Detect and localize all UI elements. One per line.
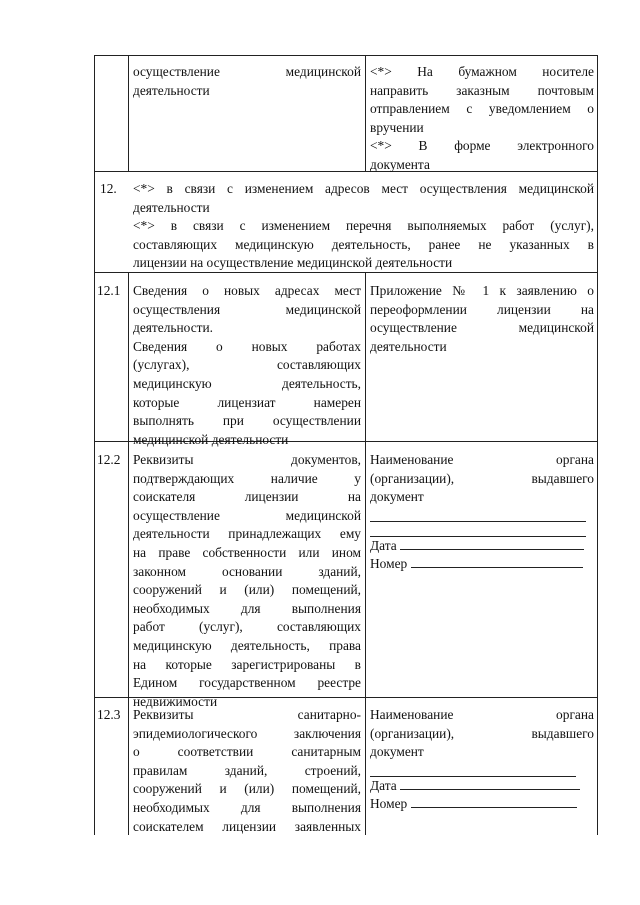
table-rule-left [94, 55, 95, 835]
date-field-line[interactable] [400, 777, 580, 790]
table-rule-top [94, 55, 598, 56]
number-field-line[interactable] [411, 555, 583, 568]
date-field-line[interactable] [400, 537, 584, 550]
table-rule-col1 [128, 272, 129, 835]
cell-top-delivery: <*> На бумажном носителе направить заказным почтовым отправлением с уведомлением о вручении <*> В форме электронного документа [370, 64, 594, 172]
table-rule-col2 [365, 272, 366, 835]
cell-row12-3-issuer: Наименование органа (организации), выдавшего документ Дата Номер [370, 707, 594, 812]
cell-row12-1-info: Сведения о новых адресах мест осуществления медицинской деятельности. Сведения о новых работах (услугах), составляющих медицинскую деятельность, которые лицензиат намерен выполнять при осуществлении медицинской деятельности [133, 283, 361, 447]
cell-row12-2-issuer: Наименование органа (организации), выдавшего документ Дата Номер [370, 452, 594, 572]
issuer-name-line[interactable] [370, 507, 586, 522]
cell-row12-3-requisites: Реквизиты санитарно- эпидемиологического заключения о соответствии санитарным правилам зданий, строений, сооружений и (или) помещений, необходимых для выполнения соискателем лицензии заявленных [133, 707, 361, 834]
table-rule-col1 [128, 55, 129, 172]
issuer-name-line[interactable] [370, 762, 576, 777]
row-number: 12.1 [97, 283, 121, 298]
number-field-line[interactable] [411, 795, 577, 808]
number-label: Номер [370, 556, 408, 572]
row-number: 12. [100, 181, 117, 196]
cell-row12-1-attachment: Приложение № 1 к заявлению о переоформлении лицензии на осуществление медицинской деятельности [370, 283, 594, 354]
number-label: Номер [370, 796, 408, 812]
cell-top-activity: осуществление медицинской деятельности [133, 64, 361, 98]
cell-row12-2-requisites: Реквизиты документов, подтверждающих наличие у соискателя лицензии на осуществление медицинской деятельности принадлежащих ему на праве собственности или ином законном основании зданий, сооружений и (или) помещений, необходимых для выполнения работ (услуг), составляющих медицинскую деятельность, права на которые зарегистрированы в Едином государственном реестре недвижимости [133, 452, 361, 709]
date-label: Дата [370, 777, 397, 793]
issuer-name-line[interactable] [370, 522, 586, 537]
table-rule-right [597, 55, 598, 835]
cell-row12-text: <*> в связи с изменением адресов мест осуществления медицинской деятельности <*> в связи с изменением перечня выполняемых работ (услуг), составляющих медицинскую деятельность, ранее не указанных в лицензии на осуществление медицинской деятельности [133, 181, 594, 271]
table-rule-col2 [365, 55, 366, 172]
date-label: Дата [370, 537, 397, 553]
row-number: 12.3 [97, 707, 121, 722]
row-number: 12.2 [97, 452, 121, 467]
